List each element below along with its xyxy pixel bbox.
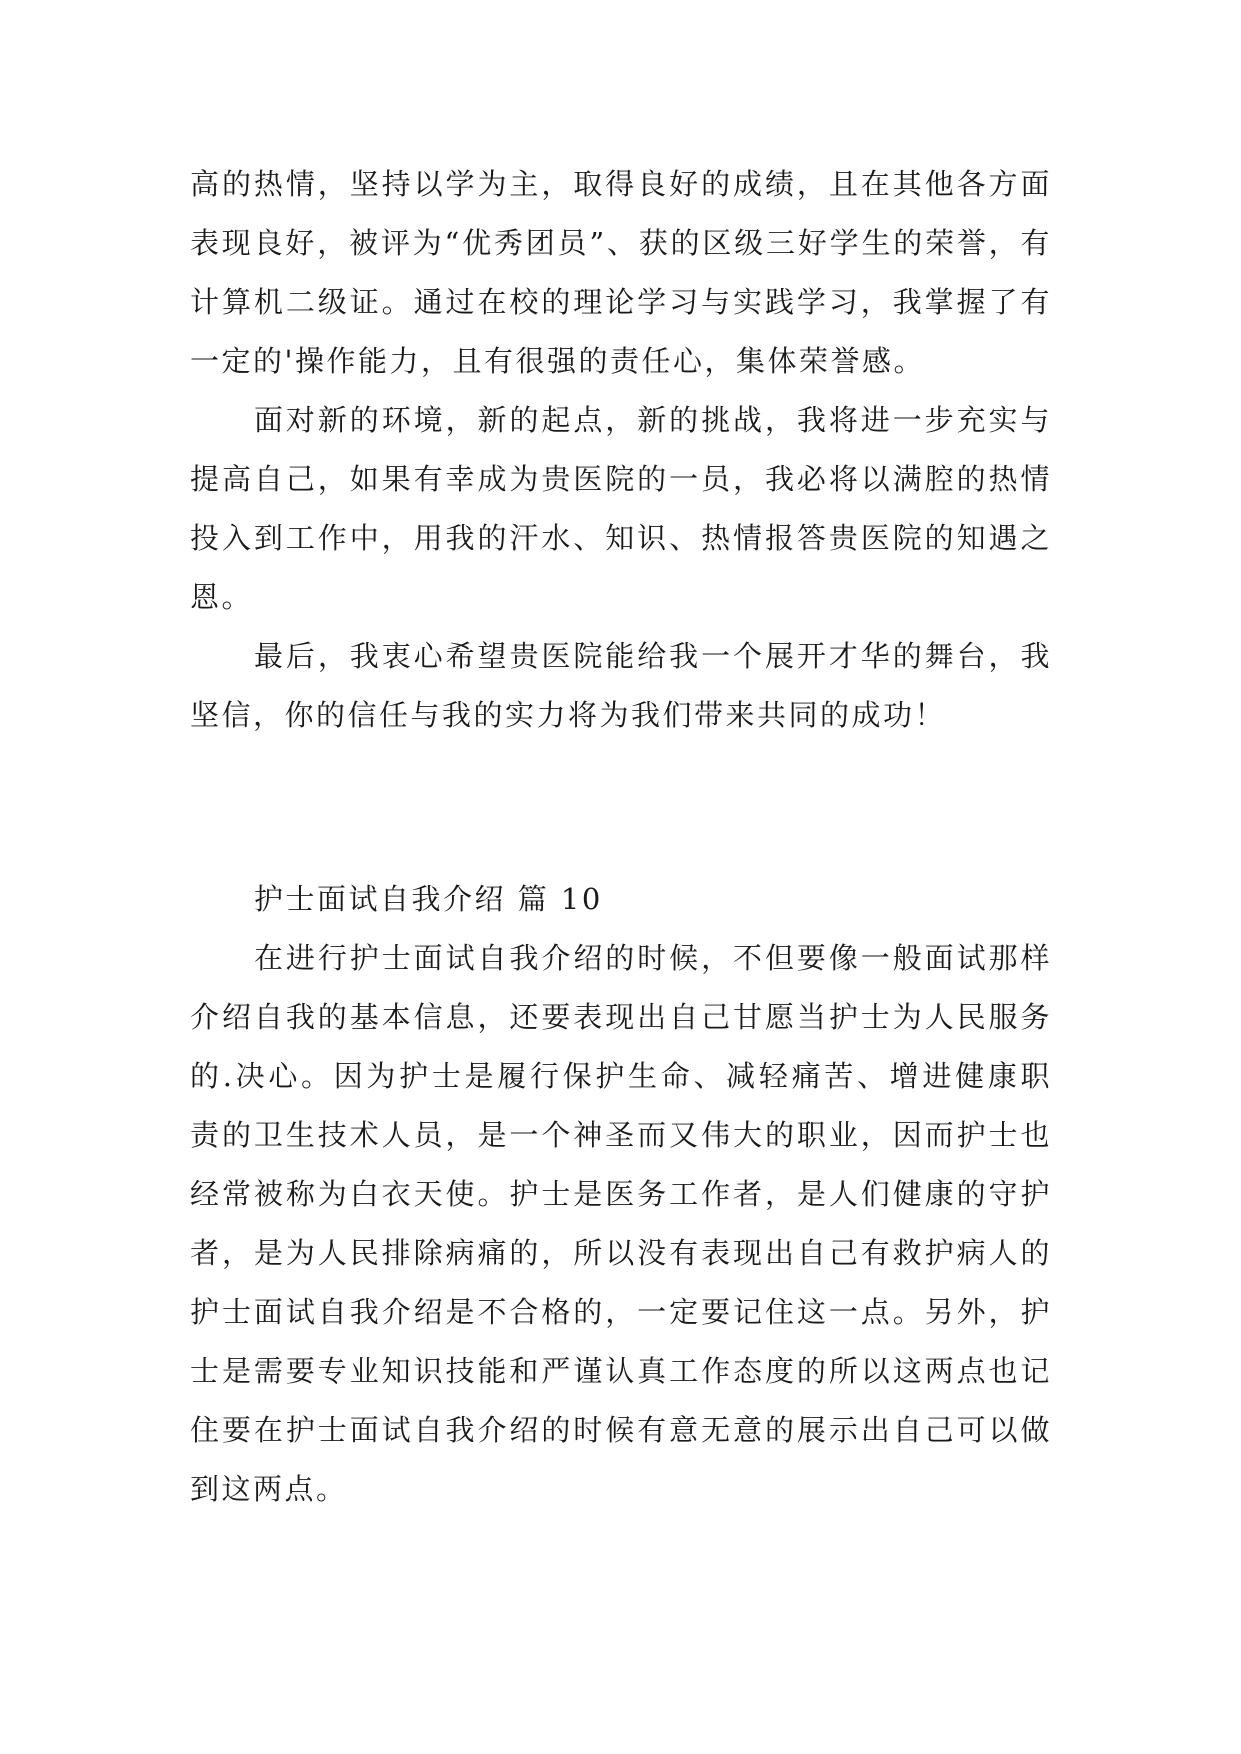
paragraph-nurse-interview: 在进行护士面试自我介绍的时候，不但要像一般面试那样介绍自我的基本信息，还要表现出自己甘愿当护士为人民服务的.决心。因为护士是履行保护生命、减轻痛苦、增进健康职责的卫生技术人员，是一个神圣而又伟大的职业，因而护士也经常被称为白衣天使。护士是医务工作者，是人们健康的守护者，是为人民排除病痛的，所以没有表现出自己有救护病人的护士面试自我介绍是不合格的，一定要记住这一点。另外，护士是需要专业知识技能和严谨认真工作态度的所以这两点也记住要在护士面试自我介绍的时候有意无意的展示出自己可以做到这两点。 <box>190 941 1052 1506</box>
paragraph-achievements: 高的热情，坚持以学为主，取得良好的成绩，且在其他各方面表现良好，被评为“优秀团员”、获的区级三好学生的荣誉，有计算机二级证。通过在校的理论学习与实践学习，我掌握了有一定的'操作能力，且有很强的责任心，集体荣誉感。 <box>190 167 1052 378</box>
section-continued-text <box>190 155 1052 745</box>
section-heading: 护士面试自我介绍 篇 10 <box>254 882 603 916</box>
section-article-10 <box>190 870 1052 1519</box>
paragraph-new-challenges: 面对新的环境，新的起点，新的挑战，我将进一步充实与提高自己，如果有幸成为贵医院的一员，我必将以满腔的热情投入到工作中，用我的汗水、知识、热情报答贵医院的知遇之恩。 <box>190 403 1052 614</box>
paragraph-closing: 最后，我衷心希望贵医院能给我一个展开才华的舞台，我坚信，你的信任与我的实力将为我们带来共同的成功！ <box>190 639 1052 732</box>
